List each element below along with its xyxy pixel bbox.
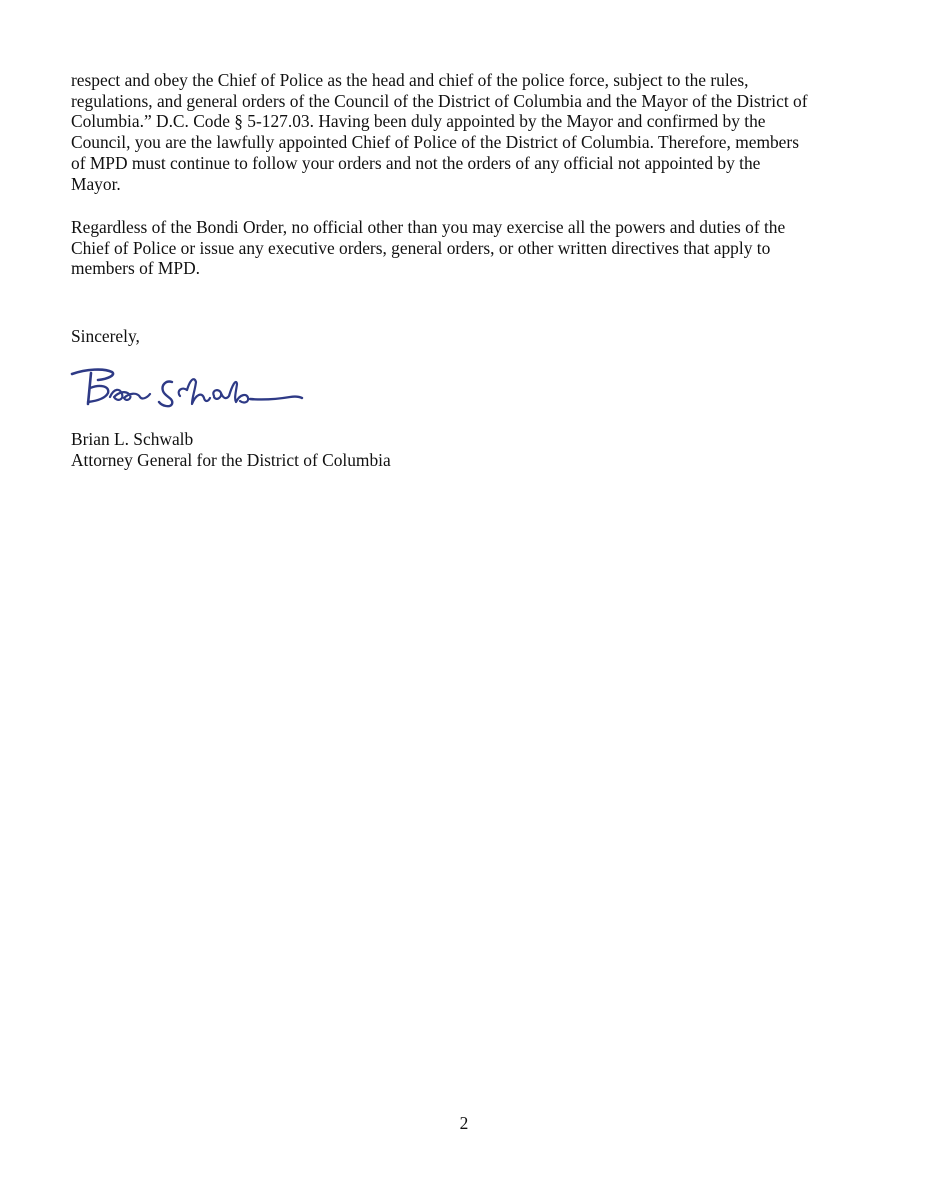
paragraph-1-line: Mayor. [71, 173, 121, 194]
paragraph-2-line: Chief of Police or issue any executive orders, general orders, or other written directives that apply to [71, 237, 771, 258]
paragraph-1-line: regulations, and general orders of the Council of the District of Columbia and the Mayor of the District of [71, 90, 808, 111]
paragraph-1-line: Columbia.” D.C. Code § 5-127.03. Having been duly appointed by the Mayor and confirmed by the [71, 111, 766, 132]
signer-name: Brian L. Schwalb [71, 429, 194, 449]
paragraph-1 [71, 70, 861, 194]
paragraph-2 [71, 217, 861, 279]
paragraph-1-line: Council, you are the lawfully appointed Chief of Police of the District of Columbia. Therefore, members [71, 132, 799, 153]
paragraph-2-line: members of MPD. [71, 258, 200, 279]
signature-block [71, 429, 391, 470]
handwritten-signature [64, 360, 309, 420]
paragraph-1-line: respect and obey the Chief of Police as the head and chief of the police force, subject to the rules, [71, 70, 749, 90]
page-number: 2 [459, 1113, 469, 1133]
paragraph-2-line: Regardless of the Bondi Order, no official other than you may exercise all the powers and duties of the [71, 217, 786, 237]
closing-salutation: Sincerely, [71, 326, 140, 346]
signer-title: Attorney General for the District of Columbia [71, 449, 391, 470]
paragraph-1-line: of MPD must continue to follow your orders and not the orders of any official not appointed by the [71, 152, 761, 173]
